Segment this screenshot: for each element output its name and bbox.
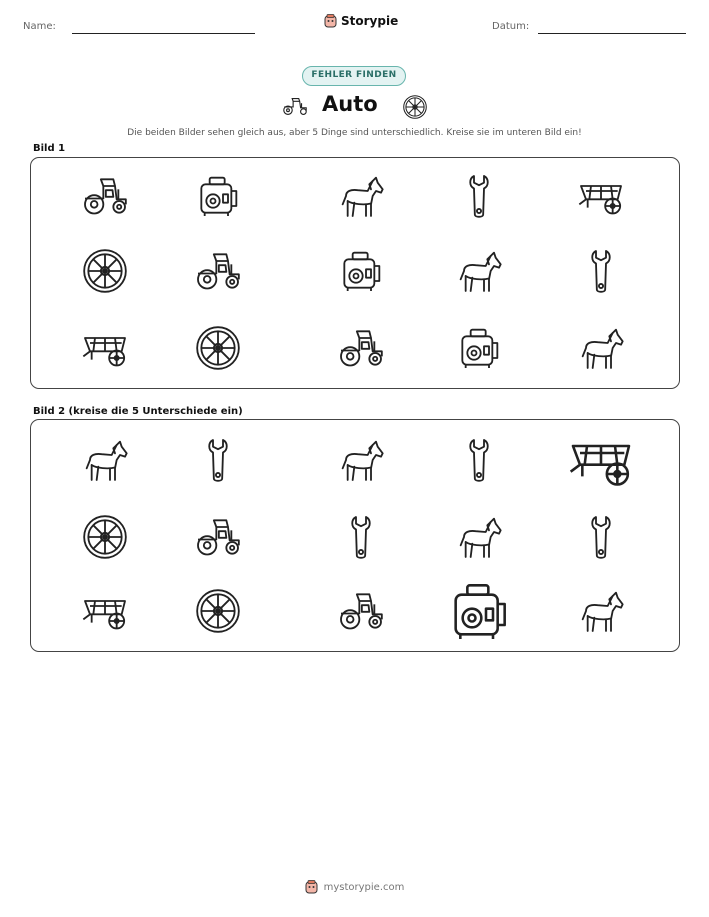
brand-icon xyxy=(305,880,318,894)
wrench-icon[interactable] xyxy=(193,435,243,485)
wrench-icon[interactable] xyxy=(454,171,504,221)
brand-logo xyxy=(324,14,398,28)
cart-icon[interactable] xyxy=(566,425,636,495)
generator-icon[interactable] xyxy=(193,171,243,221)
horse-icon[interactable] xyxy=(576,586,626,636)
worksheet-type-badge: FEHLER FINDEN xyxy=(302,66,406,86)
picture1-panel[interactable] xyxy=(30,157,680,389)
picture1-label: Bild 1 xyxy=(33,143,66,154)
tractor-icon[interactable] xyxy=(336,323,386,373)
brand-name: Storypie xyxy=(341,14,399,28)
generator-icon[interactable] xyxy=(336,246,386,296)
date-label: Datum: xyxy=(492,21,530,32)
cart-icon[interactable] xyxy=(80,586,130,636)
tractor-icon[interactable] xyxy=(80,171,130,221)
brand-icon xyxy=(324,14,337,28)
worksheet-title: Auto xyxy=(322,92,378,116)
horse-icon[interactable] xyxy=(454,512,504,562)
wrench-icon[interactable] xyxy=(576,246,626,296)
name-label: Name: xyxy=(23,21,56,32)
cart-icon[interactable] xyxy=(576,171,626,221)
tractor-icon xyxy=(281,96,309,116)
generator-icon[interactable] xyxy=(444,576,514,646)
horse-icon[interactable] xyxy=(336,171,386,221)
horse-icon[interactable] xyxy=(454,246,504,296)
title-row xyxy=(0,92,709,122)
horse-icon[interactable] xyxy=(80,435,130,485)
wheel-icon[interactable] xyxy=(80,246,130,296)
instructions: Die beiden Bilder sehen gleich aus, aber 5 Dinge sind unterschiedlich. Kreise sie im unteren Bild ein! xyxy=(127,128,582,138)
name-line[interactable] xyxy=(72,33,255,34)
generator-icon[interactable] xyxy=(454,323,504,373)
horse-icon[interactable] xyxy=(336,435,386,485)
tractor-icon[interactable] xyxy=(193,512,243,562)
wheel-icon[interactable] xyxy=(193,586,243,636)
wrench-icon[interactable] xyxy=(576,512,626,562)
footer xyxy=(0,880,709,894)
tractor-icon[interactable] xyxy=(336,586,386,636)
footer-url[interactable]: mystorypie.com xyxy=(323,881,405,893)
wrench-icon[interactable] xyxy=(336,512,386,562)
wheel-icon[interactable] xyxy=(80,512,130,562)
horse-icon[interactable] xyxy=(576,323,626,373)
wheel-icon[interactable] xyxy=(193,323,243,373)
wheel-icon xyxy=(402,94,428,120)
cart-icon[interactable] xyxy=(80,323,130,373)
date-line[interactable] xyxy=(538,33,686,34)
picture2-panel[interactable] xyxy=(30,419,680,652)
tractor-icon[interactable] xyxy=(193,246,243,296)
picture2-label: Bild 2 (kreise die 5 Unterschiede ein) xyxy=(33,406,243,417)
wrench-icon[interactable] xyxy=(454,435,504,485)
